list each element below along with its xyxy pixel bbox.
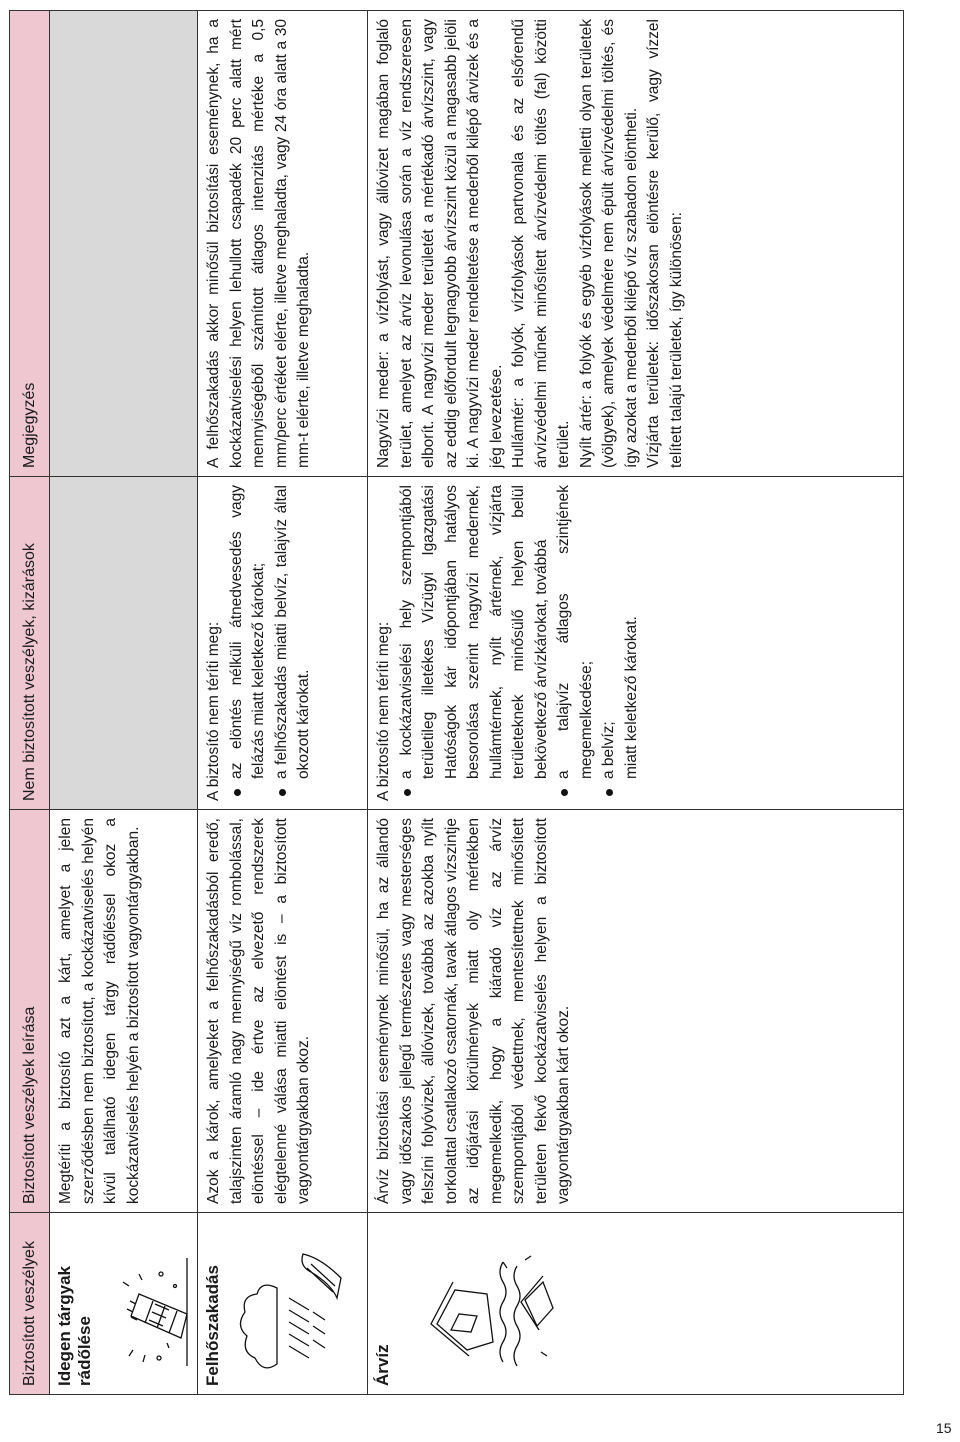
exclusions-cell <box>368 477 904 810</box>
exclusions-list <box>396 485 621 801</box>
table-header-row <box>10 11 50 1395</box>
exclusions-cell <box>198 477 368 810</box>
exclusions-intro: A biztosító nem téríti meg: <box>205 621 222 801</box>
exclusions-tail: miatt keletkező károkat. <box>622 616 640 779</box>
list-item: a belvíz; <box>598 485 621 779</box>
notes-cell-empty <box>50 11 198 477</box>
notes-cell <box>368 11 904 477</box>
flooded-house-icon <box>407 1236 567 1386</box>
note-paragraph: A felhőszakadás akkor minősül biztosítási eseménynek, ha a kockázatviselési helyen lehullott csapadék 20 perc alatt mért mennyiségéből számított átlagos intenzitás mértéke a 0,5 mm/perc értéket elérte, illetve meghaladta, vagy 24 óra alatt a 30 mm-t elérte, illetve meghaladta. <box>205 19 312 468</box>
rotated-page-content <box>9 11 904 1395</box>
header-risk-description: Biztosított veszélyek leírása <box>10 810 50 1213</box>
list-item: az elöntés nélküli átnedvesedés vagy felázás miatt keletkező károkat; <box>226 485 271 779</box>
note-paragraph: Hullámtér: a folyók, vízfolyások partvonala és az elsőrendű árvízvédelmi műnek minősített árvízvédelmi töltés (fal) közötti terület. <box>510 19 572 468</box>
note-paragraph: Nagyvízi meder: a vízfolyást, vagy állóvizet magában foglaló terület, amelyet az árvíz levonulása során a víz rendszeresen elborít. A nagyvízi meder területét a mértékadó árvízszint, vagy az eddig előfordult legnagyobb árvízszint közül a magasabb jelöli ki. A nagyvízi meder rendeltetése a mederből kilépő árvizek és a jég levezetése. <box>375 19 505 468</box>
list-item: a kockázatviselési hely szempontjából területileg illetékes Vízügyi Igazgatási Hatóságok kár időpontjában hatályos besorolása szerint nagyvízi medernek, hullámtérnek, nyílt ártérnek, vízjárta területeknek minősülő helyen belül bekövetkező árvízkárokat, továbbá <box>396 485 554 779</box>
list-item: a felhőszakadás miatti belvíz, talajvíz által okozott károkat. <box>271 485 316 779</box>
rain-cloud-icon <box>237 1236 347 1386</box>
risk-description: Megtéríti a biztosító azt a kárt, amelyet a jelen szerződésben nem biztosított, a kockázatviselés helyén kívül található idegen tárgy rádőléssel okoz a kockázatviselés helyén a biztosított vagyontárgyakban. <box>50 810 198 1213</box>
risk-description: Azok a károk, amelyeket a felhőszakadásból eredő, talajszinten áramló nagy mennyiségű víz rombolással, elöntéssel – ide értve az elvezető rendszerek elégtelenné válása miatti elöntést is – a biztosított vagyontárgyakban okoz. <box>198 810 368 1213</box>
note-paragraph: Vízjárta területek: időszakosan elöntésre kerülő, vagy vízzel telített talajú területek, így különösen: <box>645 19 685 468</box>
insurance-risks-table <box>9 10 904 1395</box>
risk-title-cell <box>50 1213 198 1395</box>
header-insured-risks: Biztosított veszélyek <box>10 1213 50 1395</box>
note-paragraph: Nyílt ártér: a folyók és egyéb vízfolyások melletti olyan területek (völgyek), amelyek védelmére nem épült árvízvédelmi töltés, és így azokat a mederből kilépő víz szabadon elöntheti. <box>577 19 640 468</box>
exclusions-intro: A biztosító nem téríti meg: <box>375 621 392 801</box>
header-notes: Megjegyzés <box>10 11 50 477</box>
notes-cell <box>198 11 368 477</box>
exclusions-cell-empty <box>50 477 198 810</box>
table-row <box>368 11 904 1395</box>
risk-description: Árvíz biztosítási eseménynek minősül, ha az állandó vagy időszakos jellegű természetes vagy mesterséges felszíni folyóvizek, állóvizek, továbbá az azokba nyílt torkolattal csatlakozó csatornák, tavak átlagos vízszintje az időjárási körülmények miatt oly mértékben megemelkedik, hogy a kiáradó víz az árvíz szempontjából védettnek, mentesítettnek minősített területen fekvő kockázatviselés helyen a biztosított vagyontárgyakban kárt okoz. <box>368 810 904 1213</box>
risk-title-cell <box>198 1213 368 1395</box>
table-row <box>50 11 198 1395</box>
header-exclusions: Nem biztosított veszélyek, kizárások <box>10 477 50 810</box>
falling-tower-icon <box>109 1236 191 1386</box>
risk-title: Felhőszakadás <box>203 1265 222 1386</box>
exclusions-list <box>226 485 316 801</box>
list-item: a talajvíz átlagos szintjének megemelkedése; <box>553 485 598 779</box>
risk-title: Idegen tárgyak rádőlése <box>55 1266 94 1386</box>
risk-title: Árvíz <box>373 1344 392 1386</box>
table-row <box>198 11 368 1395</box>
risk-title-cell <box>368 1213 904 1395</box>
page-number: 15 <box>936 1420 952 1436</box>
